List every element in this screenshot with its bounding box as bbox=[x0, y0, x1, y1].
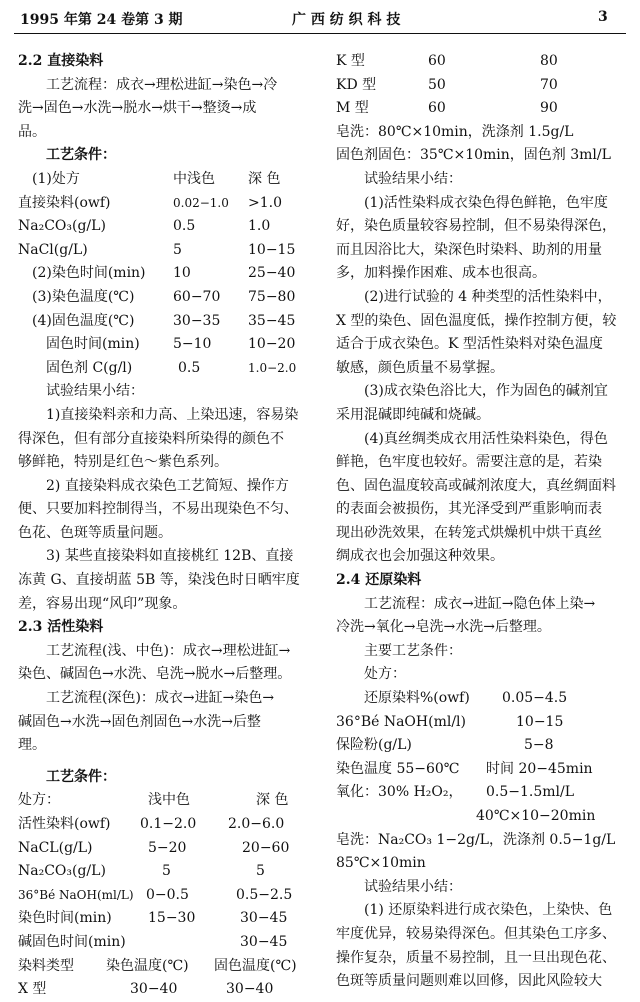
recipe-item: 36°Bé NaOH(ml/l) bbox=[336, 713, 466, 730]
recipe-light: 染色温度(℃) bbox=[106, 957, 189, 974]
recipe-dark: 深 色 bbox=[248, 170, 281, 187]
recipe-row bbox=[18, 357, 318, 381]
recipe-light: 5 bbox=[173, 241, 182, 258]
recipe-light: 0−0.5 bbox=[146, 886, 189, 903]
recipe-dark: 1.0−2.0 bbox=[248, 360, 297, 375]
paragraph-line: 现出砂洗效果，在转笼式烘燥机中烘干真丝 bbox=[336, 524, 602, 541]
paragraph-line: 色斑等质量问题则难以回修，因此风险较大 bbox=[336, 973, 602, 990]
paragraph-line: 而且因浴比大，染深色时染料、助剂的用量 bbox=[336, 241, 602, 258]
recipe-dark: >1.0 bbox=[248, 194, 282, 211]
paragraph-line: 绸成衣也会加强这种效果。 bbox=[336, 548, 504, 565]
recipe-item: 保险粉(g/L) bbox=[336, 737, 412, 754]
recipe-row bbox=[18, 955, 318, 979]
recipe-row bbox=[18, 286, 318, 310]
conditions-title: 工艺条件： bbox=[46, 768, 116, 785]
dye-type: KD 型 bbox=[336, 76, 377, 93]
recipe-item: (1)处方 bbox=[32, 170, 80, 187]
paragraph-line: (3)成衣染色浴比大，作为固色的碱剂宜 bbox=[364, 383, 608, 400]
recipe-item: (4)固色温度(℃) bbox=[32, 312, 135, 329]
recipe-row bbox=[336, 781, 628, 805]
recipe-dark: 1.0 bbox=[248, 218, 271, 235]
paragraph-line: 色花、色斑等质量问题。 bbox=[18, 524, 172, 541]
flow-line: 品。 bbox=[18, 123, 46, 140]
recipe-dark: 10−20 bbox=[248, 336, 296, 353]
recipe-item: Na₂CO₃(g/L) bbox=[18, 218, 106, 235]
recipe-row bbox=[336, 734, 628, 758]
flow-line: 冷洗→氧化→皂洗→水洗→后整理。 bbox=[336, 619, 551, 636]
recipe-item: NaCL(g/L) bbox=[18, 839, 93, 856]
paragraph-line: 采用混碱即纯碱和烧碱。 bbox=[336, 406, 490, 423]
recipe-item: 还原染料%(owf) bbox=[364, 690, 470, 707]
recipe-row bbox=[18, 192, 318, 216]
paragraph-line: 敏感，颜色质量不易掌握。 bbox=[336, 359, 504, 376]
paragraph-line: 好，染色质量较容易控制，但不易染得深色， bbox=[336, 218, 616, 235]
recipe-light: 60−70 bbox=[173, 288, 221, 305]
fix-temp: 70 bbox=[540, 76, 558, 93]
recipe-item: 染色时间(min) bbox=[18, 910, 112, 927]
recipe-label: 处方： bbox=[364, 666, 406, 683]
recipe-dark: 35−45 bbox=[248, 312, 296, 329]
recipe-light: 0.02−1.0 bbox=[173, 195, 229, 210]
recipe-dark: 5 bbox=[256, 863, 265, 880]
journal-title: 广 西 纺 织 科 技 bbox=[292, 12, 401, 28]
flow-line: 工艺流程：成衣→理松进缸→染色→冷 bbox=[46, 76, 278, 93]
section-2-3-title: 2.3 活性染料 bbox=[18, 619, 104, 636]
oxidation-condition: 40℃×10−20min bbox=[476, 808, 596, 824]
recipe-row bbox=[18, 262, 318, 286]
fix-temp: 90 bbox=[540, 100, 558, 117]
recipe-item: Na₂CO₃(g/L) bbox=[18, 863, 106, 880]
dye-temp: 60 bbox=[428, 53, 446, 69]
recipe-item: X 型 bbox=[18, 981, 47, 998]
recipe-dark: 30−45 bbox=[240, 910, 288, 927]
recipe-dark: 10−15 bbox=[248, 241, 296, 258]
recipe-item: 36°Bé NaOH(ml/L) bbox=[18, 887, 134, 902]
recipe-light: 10 bbox=[173, 265, 191, 282]
recipe-row bbox=[336, 711, 628, 735]
paragraph-line: (2)进行试验的 4 种类型的活性染料中， bbox=[364, 288, 612, 305]
paragraph-line: 冻黄 G、直接胡蓝 5B 等，染浅色时日晒牢度 bbox=[18, 572, 300, 589]
recipe-light: 5−10 bbox=[173, 336, 212, 353]
dye-temp: 60 bbox=[428, 100, 446, 117]
results-title: 试验结果小结： bbox=[364, 170, 462, 187]
recipe-light: 5−20 bbox=[148, 839, 187, 856]
fix-temp: 80 bbox=[540, 53, 558, 69]
paragraph-line: 操作复杂，质量不易控制，且一旦出现色花、 bbox=[336, 949, 616, 966]
paragraph-line: 够鲜艳，特别是红色～紫色系列。 bbox=[18, 454, 228, 471]
paragraph-line: 的表面会被损伤，其光泽受到严重影响而表 bbox=[336, 501, 602, 518]
recipe-value: 5−8 bbox=[524, 737, 554, 754]
recipe-row bbox=[18, 931, 318, 955]
recipe-item: 活性染料(owf) bbox=[18, 816, 111, 832]
results-title: 试验结果小结： bbox=[364, 878, 462, 895]
recipe-light: 0.5 bbox=[178, 359, 201, 376]
recipe-row bbox=[18, 168, 318, 192]
left-column bbox=[18, 50, 318, 1002]
recipe-item: 碱固色时间(min) bbox=[18, 933, 126, 950]
paragraph-line: 鲜艳，色牢度也较好。需要注意的是，若染 bbox=[336, 454, 602, 471]
recipe-dark: 0.5−2.5 bbox=[236, 886, 293, 903]
recipe-light: 0.1−2.0 bbox=[140, 816, 197, 832]
dye-type-row bbox=[336, 50, 628, 74]
soaping-line: 85℃×10min bbox=[336, 855, 426, 872]
recipe-item: 处方： bbox=[18, 792, 60, 809]
recipe-row bbox=[18, 310, 318, 334]
recipe-dark: 2.0−6.0 bbox=[228, 816, 285, 832]
recipe-dark: 25−40 bbox=[248, 265, 296, 282]
section-2-4-title: 2.4 还原染料 bbox=[336, 572, 422, 589]
recipe-row bbox=[18, 789, 318, 813]
flow-line: 染色、碱固色→水洗、皂洗→脱水→后整理。 bbox=[18, 666, 292, 683]
recipe-dark: 75−80 bbox=[248, 288, 296, 305]
recipe-row bbox=[336, 758, 628, 782]
recipe-light: 0.5 bbox=[173, 218, 196, 235]
recipe-row bbox=[18, 907, 318, 931]
recipe-item: 固色时间(min) bbox=[46, 336, 140, 353]
flow-line: 碱固色→水洗→固色剂固色→水洗→后整 bbox=[18, 713, 261, 730]
oxidation-value: 0.5−1.5ml/L bbox=[486, 784, 575, 801]
dye-temp-line: 染色温度 55−60℃ bbox=[336, 760, 460, 777]
fixing-line: 固色剂固色：35℃×10min，固色剂 3ml/L bbox=[336, 147, 611, 164]
paragraph-line: 差，容易出现“风印”现象。 bbox=[18, 595, 187, 612]
flow-line: 工艺流程(浅、中色)：成衣→理松进缸→ bbox=[46, 642, 291, 659]
header-rule bbox=[14, 33, 626, 34]
recipe-item: (3)染色温度(℃) bbox=[32, 288, 135, 305]
recipe-dark: 30−40 bbox=[226, 981, 274, 998]
paragraph-line: 3) 某些直接染料如直接桃红 12B、直接 bbox=[46, 548, 294, 565]
dye-type: M 型 bbox=[336, 100, 369, 117]
recipe-row bbox=[18, 333, 318, 357]
recipe-row bbox=[336, 687, 628, 711]
recipe-dark: 20−60 bbox=[242, 839, 290, 856]
recipe-dark: 30−45 bbox=[240, 933, 288, 950]
page-header bbox=[0, 0, 640, 34]
dye-temp: 50 bbox=[428, 76, 446, 93]
soaping-line: 皂洗：Na₂CO₃ 1−2g/L，洗涤剂 0.5−1g/L bbox=[336, 831, 616, 848]
paragraph-line: 适合于成衣染色。K 型活性染料对染色温度 bbox=[336, 336, 603, 353]
dye-type-row bbox=[336, 97, 628, 121]
paragraph-line: X 型的染色、固色温度低，操作控制方便，较 bbox=[336, 312, 617, 329]
recipe-value: 0.05−4.5 bbox=[502, 690, 568, 707]
recipe-row bbox=[336, 805, 628, 829]
recipe-light: 浅中色 bbox=[148, 792, 190, 809]
conditions-title: 主要工艺条件： bbox=[364, 642, 462, 659]
recipe-item: 固色剂 C(g/l) bbox=[46, 359, 133, 376]
recipe-item: (2)染色时间(min) bbox=[32, 265, 146, 282]
paragraph-line: 1)直接染料亲和力高、上染迅速，容易染 bbox=[46, 406, 299, 423]
flow-line: 工艺流程(深色)：成衣→进缸→染色→ bbox=[46, 690, 275, 707]
recipe-light: 30−40 bbox=[130, 981, 178, 998]
dye-type: K 型 bbox=[336, 53, 365, 69]
recipe-value: 10−15 bbox=[516, 713, 564, 730]
recipe-row bbox=[18, 239, 318, 263]
recipe-row bbox=[18, 813, 318, 837]
paragraph-line: (1)活性染料成衣染色得色鲜艳，色牢度 bbox=[364, 194, 608, 211]
right-column bbox=[336, 50, 628, 994]
recipe-row bbox=[18, 837, 318, 861]
recipe-light: 15−30 bbox=[148, 910, 196, 927]
paragraph-line: 2) 直接染料成衣染色工艺简短、操作方 bbox=[46, 477, 289, 494]
flow-line: 工艺流程：成衣→进缸→隐色体上染→ bbox=[364, 595, 596, 612]
recipe-dark: 固色温度(℃) bbox=[214, 957, 297, 974]
dye-time-line: 时间 20−45min bbox=[486, 760, 593, 777]
flow-line: 理。 bbox=[18, 737, 46, 754]
recipe-row bbox=[18, 215, 318, 239]
paragraph-line: (4)真丝绸类成衣用活性染料染色，得色 bbox=[364, 430, 608, 447]
flow-line: 洗→固色→水洗→脱水→烘干→整烫→成 bbox=[18, 100, 257, 117]
results-title: 试验结果小结： bbox=[46, 383, 144, 400]
paragraph-line: 色、固色温度较高或碱剂浓度大，真丝绸面料 bbox=[336, 477, 616, 494]
paragraph-line: 得深色，但有部分直接染料所染得的颜色不 bbox=[18, 430, 284, 447]
recipe-item: 染料类型 bbox=[18, 957, 74, 974]
dye-type-row bbox=[336, 74, 628, 98]
paragraph-line: 牢度优异，较易染得深色。但其染色工序多、 bbox=[336, 925, 616, 942]
page-number: 3 bbox=[598, 9, 608, 25]
soaping-line: 皂洗：80℃×10min，洗涤剂 1.5g/L bbox=[336, 123, 574, 140]
paragraph-line: (1) 还原染料进行成衣染色，上染快、色 bbox=[364, 902, 613, 919]
recipe-light: 30−35 bbox=[173, 312, 221, 329]
recipe-row bbox=[18, 978, 318, 1002]
journal-issue: 1995 年第 24 卷第 3 期 bbox=[20, 12, 183, 28]
recipe-light: 中浅色 bbox=[173, 170, 215, 187]
recipe-item: 直接染料(owf) bbox=[18, 194, 111, 211]
recipe-light: 5 bbox=[162, 863, 171, 880]
recipe-row bbox=[18, 884, 318, 908]
paragraph-line: 多，加料操作困难、成本也很高。 bbox=[336, 265, 546, 282]
oxidation-label: 氧化：30% H₂O₂， bbox=[336, 784, 463, 801]
recipe-row bbox=[18, 860, 318, 884]
recipe-item: NaCl(g/L) bbox=[18, 241, 88, 258]
recipe-dark: 深 色 bbox=[256, 792, 289, 809]
paragraph-line: 便、只要加料控制得当，不易出现染色不匀、 bbox=[18, 501, 298, 518]
conditions-title: 工艺条件： bbox=[46, 147, 116, 164]
section-2-2-title: 2.2 直接染料 bbox=[18, 53, 104, 69]
